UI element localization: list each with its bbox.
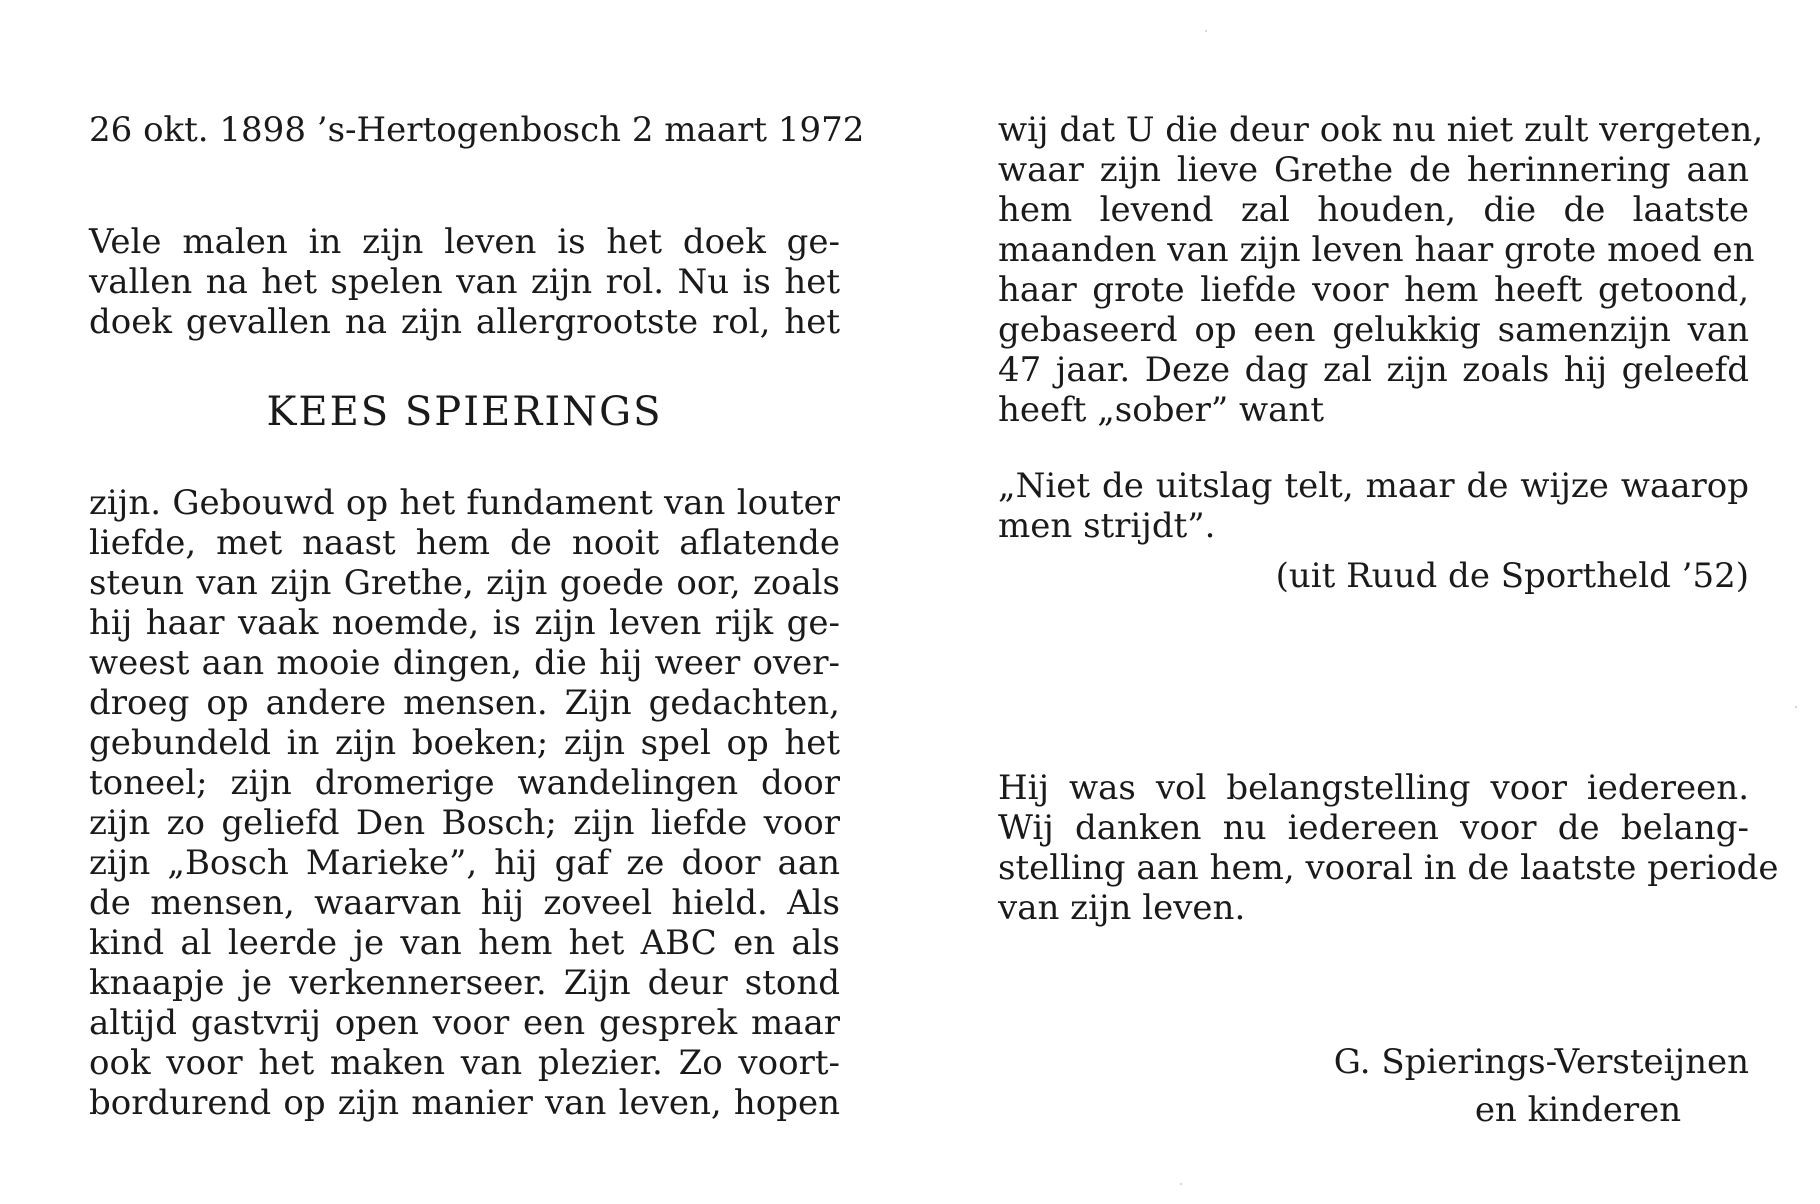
quote-line: men strijdt”. bbox=[998, 506, 1216, 546]
body-line: gebundeld in zijn boeken; zijn spel op het bbox=[89, 723, 840, 763]
body-line: hij haar vaak noemde, is zijn leven rijk ge- bbox=[89, 603, 840, 643]
signature-family: en kinderen bbox=[1474, 1090, 1682, 1130]
body-line: bordurend op zijn manier van leven, hopen bbox=[89, 1083, 840, 1123]
thanks-line: Wij danken nu iedereen voor de belang- bbox=[998, 808, 1749, 848]
body-line: kind al leerde je van hem het ABC en als bbox=[89, 923, 840, 963]
body-line: zijn. Gebouwd op het fundament van louter bbox=[89, 483, 840, 523]
continuation-line: haar grote liefde voor hem heeft getoond, bbox=[998, 270, 1749, 310]
body-line: de mensen, waarvan hij zoveel hield. Als bbox=[89, 883, 840, 923]
scan-speck bbox=[1205, 30, 1207, 32]
body-line: zijn „Bosch Marieke”, hij gaf ze door aan bbox=[89, 843, 840, 883]
signature-name: G. Spierings-Versteijnen bbox=[1333, 1042, 1749, 1082]
intro-line: doek gevallen na zijn allergrootste rol, het bbox=[89, 302, 840, 342]
body-line: droeg op andere mensen. Zijn gedachten, bbox=[89, 683, 840, 723]
body-line: ook voor het maken van plezier. Zo voort- bbox=[89, 1043, 840, 1083]
body-line: liefde, met naast hem de nooit aflatende bbox=[89, 523, 840, 563]
intro-line: Vele malen in zijn leven is het doek ge- bbox=[89, 222, 840, 262]
thanks-line: stelling aan hem, vooral in de laatste periode bbox=[998, 848, 1779, 888]
continuation-line: hem levend zal houden, die de laatste bbox=[998, 190, 1749, 230]
body-line: toneel; zijn dromerige wandelingen door bbox=[89, 763, 840, 803]
continuation-line: wij dat U die deur ook nu niet zult vergeten, bbox=[998, 110, 1764, 150]
continuation-line: heeft „sober” want bbox=[998, 390, 1324, 430]
life-dates: 26 okt. 1898 ’s-Hertogenbosch 2 maart 1972 bbox=[89, 110, 865, 150]
body-line: weest aan mooie dingen, die hij weer over- bbox=[89, 643, 840, 683]
continuation-line: maanden van zijn leven haar grote moed en bbox=[998, 230, 1755, 270]
continuation-line: 47 jaar. Deze dag zal zijn zoals hij geleefd bbox=[998, 350, 1749, 390]
thanks-line: Hij was vol belangstelling voor iedereen. bbox=[998, 768, 1749, 808]
quote-line: „Niet de uitslag telt, maar de wijze waarop bbox=[998, 466, 1749, 506]
body-line: altijd gastvrij open voor een gesprek maar bbox=[89, 1003, 840, 1043]
continuation-line: gebaseerd op een gelukkig samenzijn van bbox=[998, 310, 1749, 350]
body-line: steun van zijn Grethe, zijn goede oor, zoals bbox=[89, 563, 840, 603]
body-line: zijn zo geliefd Den Bosch; zijn liefde voor bbox=[89, 803, 840, 843]
deceased-name: KEES SPIERINGS bbox=[266, 389, 663, 435]
thanks-line: van zijn leven. bbox=[998, 888, 1246, 928]
body-line: knaapje je verkennerseer. Zijn deur stond bbox=[89, 963, 840, 1003]
intro-line: vallen na het spelen van zijn rol. Nu is het bbox=[89, 262, 840, 302]
quote-source: (uit Ruud de Sportheld ’52) bbox=[1275, 556, 1749, 596]
scan-speck bbox=[1180, 1183, 1182, 1185]
continuation-line: waar zijn lieve Grethe de herinnering aan bbox=[998, 150, 1749, 190]
scan-speck bbox=[1795, 706, 1797, 708]
